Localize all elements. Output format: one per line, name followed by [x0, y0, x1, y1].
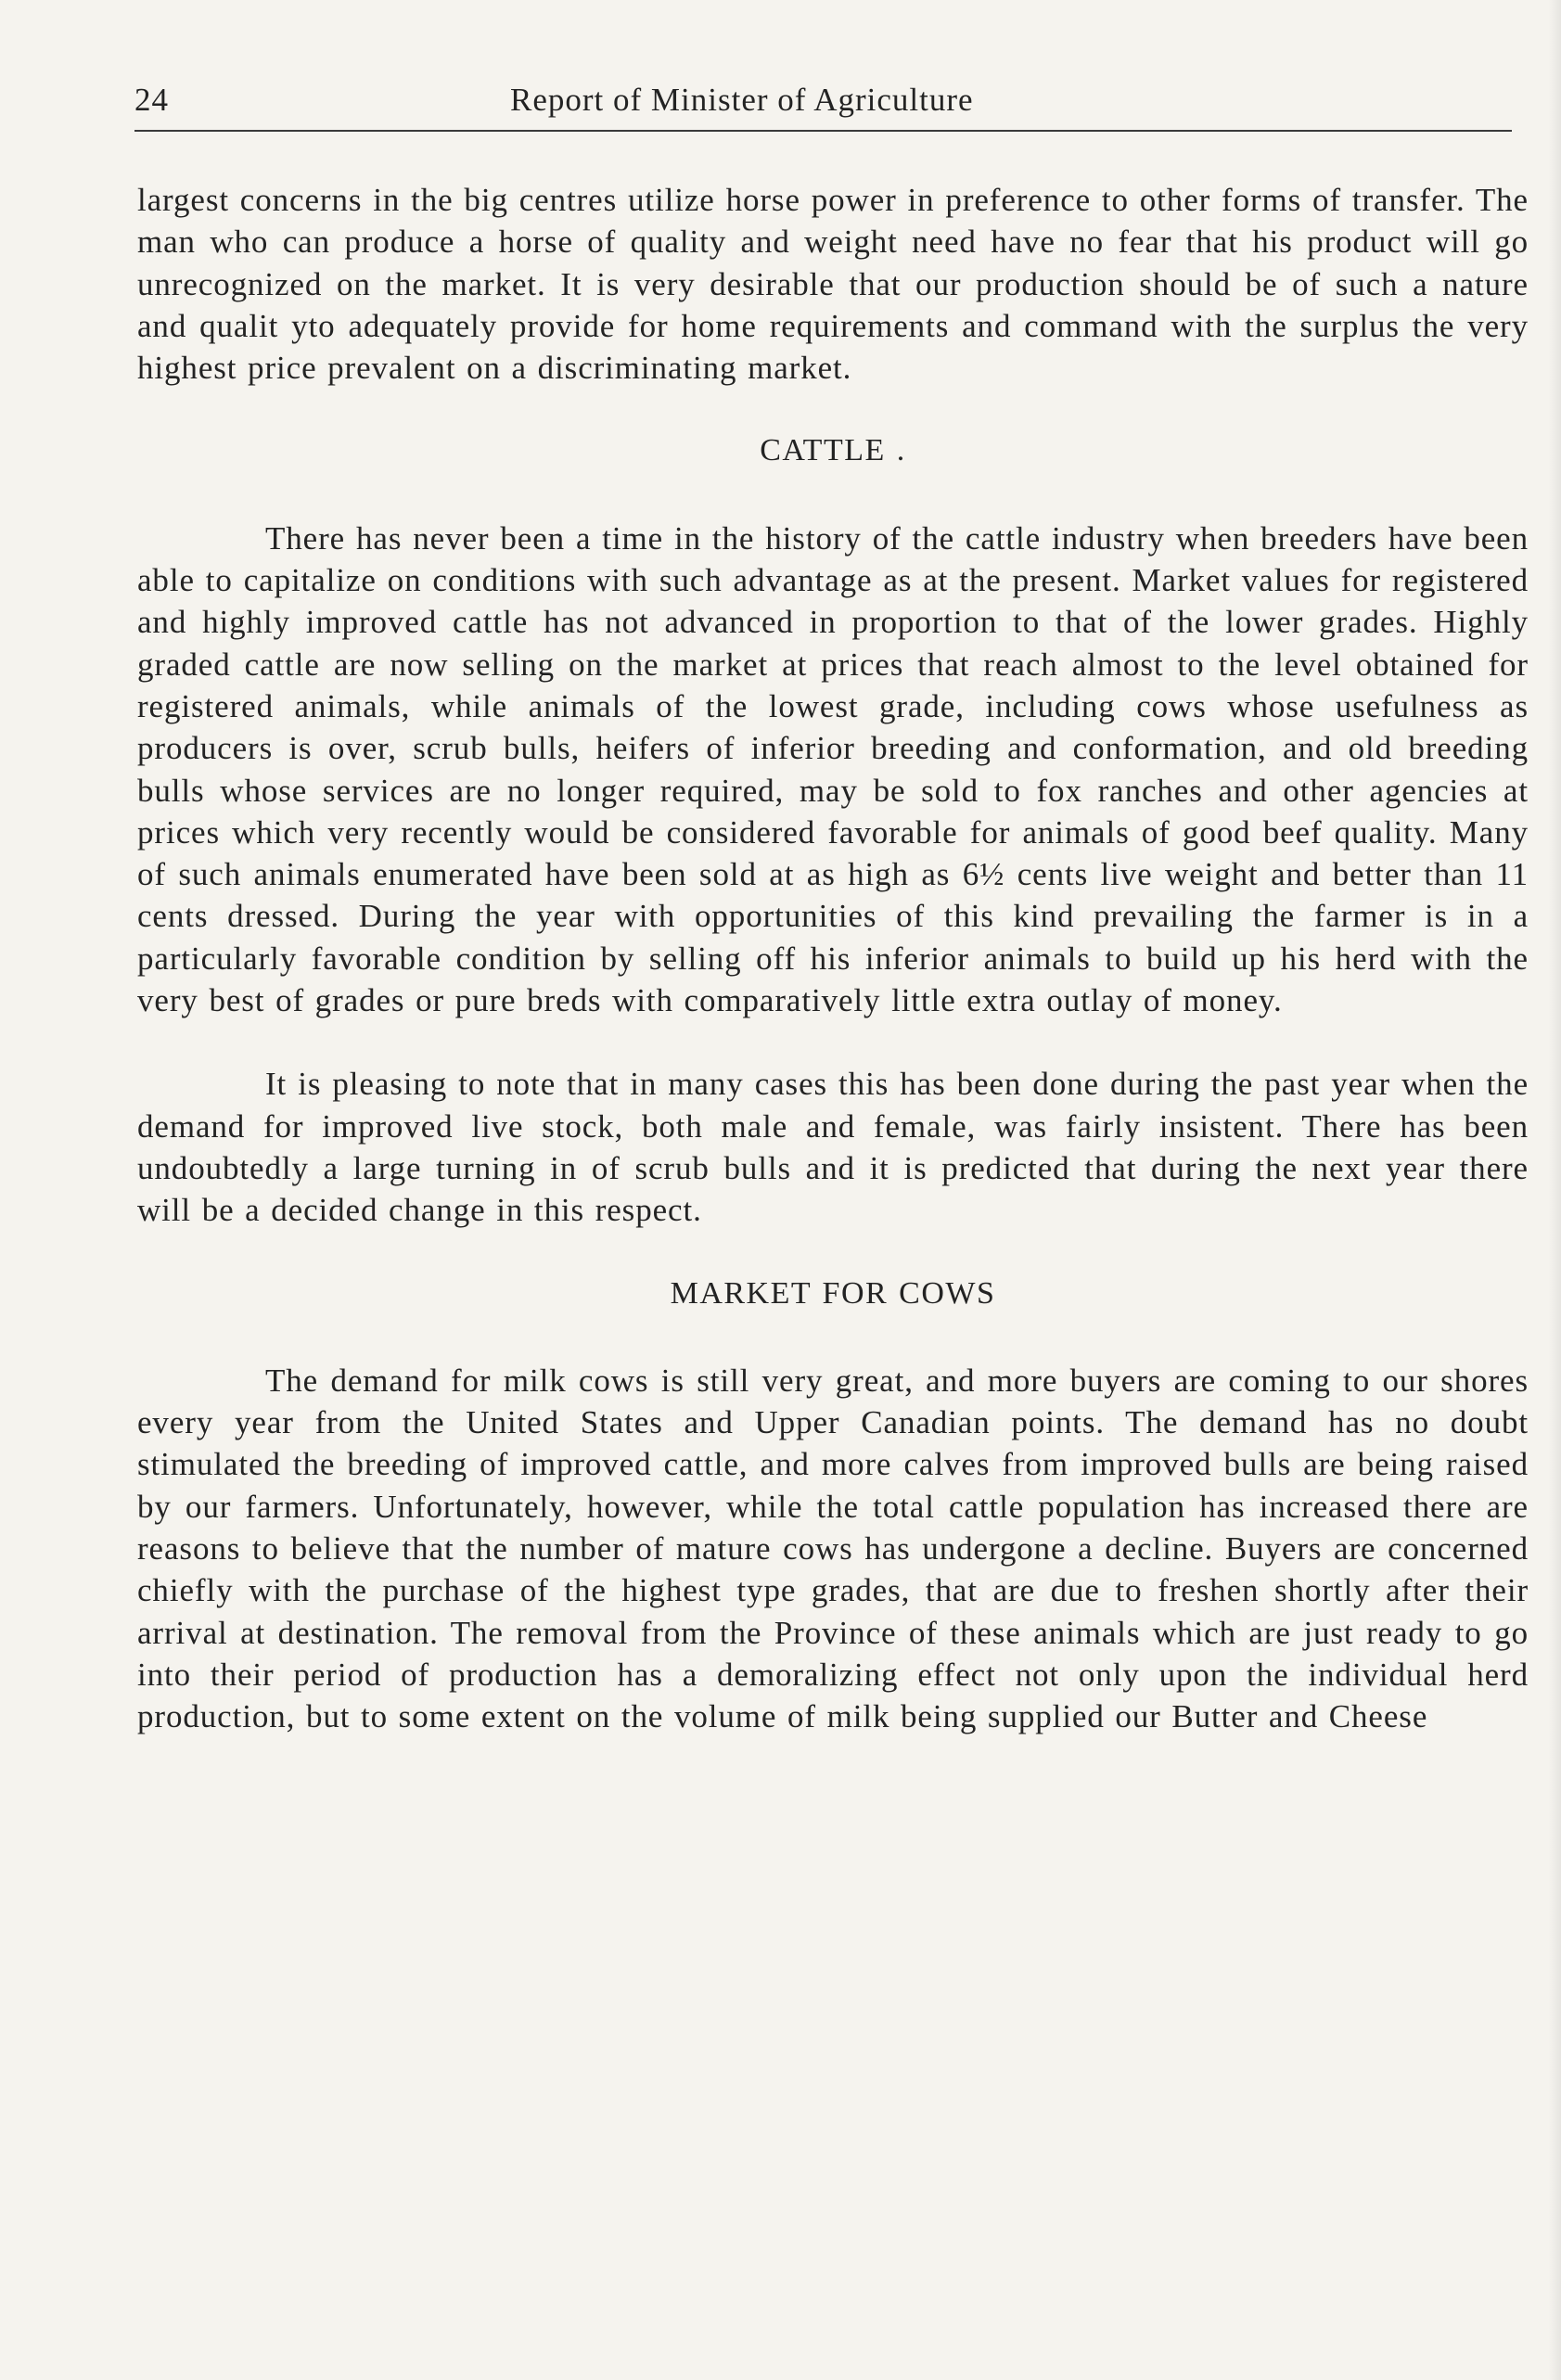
paragraph-cattle-industry: There has never been a time in the history of the cattle industry when breeders have been able to capitalize on conditions with such advantage as at the present. Market values for registered and highly improved cattle has not advanced in proportion to that of the lower grades. Highly graded cattle are now selling on the market at prices that reach almost to the level obtained for registered animals, while animals of the lowest grade, including cows whose usefulness as producers is over, scrub bulls, heifers of inferior breeding and conformation, and old breeding bulls whose services are no longer required, may be sold to fox ranches and other agencies at prices which very recently would be considered favorable for animals of good beef quality. Many of such animals enumerated have been sold at as high as 6½ cents live weight and better than 11 cents dressed. During the year with opportunities of this kind prevailing the farmer is in a particularly favorable condition by selling off his inferior animals to build up his herd with the very best of grades or pure breds with comparatively little extra outlay of money. — [137, 519, 1529, 1019]
section-heading-market-for-cows: MARKET FOR COWS — [670, 1275, 996, 1311]
running-head: Report of Minister of Agriculture — [510, 82, 974, 118]
paragraph-horse-market: largest concerns in the big centres utilize horse power in preference to other forms of transfer. The man who can produce a horse of quality and weight need have no fear that his product will go unrecognized on the market. It is very desirable that our production should be of such a nature and qualit yto adequately provide for home requirements and command with the surplus the very highest price prevalent on a discriminating market. — [137, 182, 1529, 387]
page-edge-shadow — [1548, 0, 1561, 2380]
page-header — [134, 82, 1512, 132]
paragraph-milk-cows-demand: The demand for milk cows is still very great, and more buyers are coming to our shores every year from the United States and Upper Canadian points. The demand has no doubt stimulated the breeding of improved cattle, and more calves from improved bulls are being raised by our farmers. Unfortunately, however, while the total cattle population has increased there are reasons to believe that the number of mature cows has undergone a decline. Buyers are concerned chiefly with the purchase of the highest type grades, that are due to freshen shortly after their arrival at destination. The removal from the Province of these animals which are just ready to go into their period of production has a demoralizing effect not only upon the individual herd production, but to some extent on the volume of milk being supplied our Butter and Cheese — [137, 1362, 1529, 1735]
paragraph-improved-stock: It is pleasing to note that in many cases this has been done during the past year when the demand for improved live stock, both male and female, was fairly insistent. There has been undoubtedly a large turning in of scrub bulls and it is predicted that during the next year there will be a decided change in this respect. — [137, 1066, 1529, 1229]
page-number: 24 — [134, 82, 169, 118]
body-text — [137, 179, 1529, 1738]
section-heading-cattle: CATTLE . — [760, 433, 906, 468]
